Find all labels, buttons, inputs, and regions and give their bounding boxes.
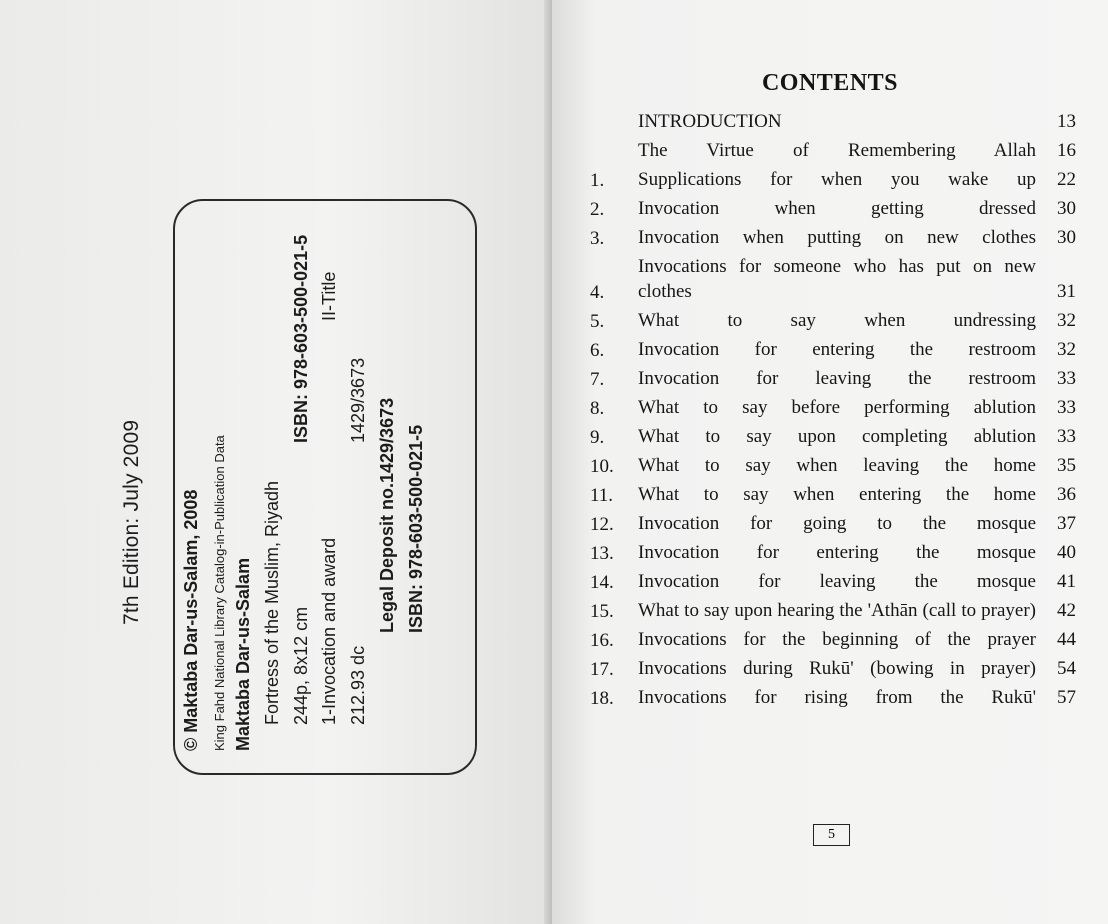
toc-entry bbox=[586, 138, 1076, 163]
toc-entry-page: 32 bbox=[1057, 339, 1076, 360]
toc-entry-number: 8. bbox=[590, 398, 605, 419]
toc-entry bbox=[586, 109, 1076, 134]
toc-entry-title: Invocation when getting dressed bbox=[638, 198, 1036, 219]
toc-entry-page: 37 bbox=[1057, 513, 1076, 534]
toc-entry-page: 16 bbox=[1057, 140, 1076, 161]
toc-entry-page: 32 bbox=[1057, 310, 1076, 331]
toc-entry-title: What to say upon hearing the 'Athān (call to prayer) bbox=[638, 600, 1036, 621]
toc-entry-title: Invocation for going to the mosque bbox=[638, 513, 1036, 534]
toc-entry-title: Invocation for entering the mosque bbox=[638, 542, 1036, 563]
toc-entry-title: Invocations during Rukū' (bowing in prayer) bbox=[638, 658, 1036, 679]
toc-entry bbox=[586, 395, 1076, 420]
toc-entry-page: 22 bbox=[1057, 169, 1076, 190]
toc-entry-number: 13. bbox=[590, 543, 614, 564]
page-number: 5 bbox=[813, 824, 850, 846]
imprint-box bbox=[173, 199, 477, 775]
subject-line: 1-Invocation and award bbox=[319, 537, 339, 725]
toc-entry-page: 42 bbox=[1057, 600, 1076, 621]
dimensions-line: 244p, 8x12 cm bbox=[291, 606, 311, 725]
copyright-block bbox=[110, 155, 480, 775]
toc-entry-number: 1. bbox=[590, 170, 605, 191]
toc-entry-title: Supplications for when you wake up bbox=[638, 169, 1036, 190]
toc-entry bbox=[586, 656, 1076, 681]
toc-entry-number: 3. bbox=[590, 228, 605, 249]
toc-entry-page: 41 bbox=[1057, 571, 1076, 592]
toc-entry-page: 33 bbox=[1057, 397, 1076, 418]
toc-entry-number: 4. bbox=[590, 282, 605, 303]
isbn-line: ISBN: 978-603-500-021-5 bbox=[291, 234, 311, 443]
toc-entry-page: 33 bbox=[1057, 368, 1076, 389]
library-catalog-line: King Fahd National Library Catalog-in-Publication Data bbox=[212, 435, 227, 751]
toc-entry bbox=[586, 511, 1076, 536]
dewey-line: 212.93 dc bbox=[348, 645, 368, 725]
toc-entry-page: 33 bbox=[1057, 426, 1076, 447]
toc-entry-number: 18. bbox=[590, 688, 614, 709]
toc-entry bbox=[586, 569, 1076, 594]
toc-entry-number: 9. bbox=[590, 427, 605, 448]
title-classification: II-Title bbox=[319, 271, 339, 321]
toc-entry-title: Invocation for leaving the mosque bbox=[638, 571, 1036, 592]
toc-entry-page: 36 bbox=[1057, 484, 1076, 505]
toc-entry bbox=[586, 540, 1076, 565]
toc-entry-title: What to say when undressing bbox=[638, 310, 1036, 331]
toc-entry-title: Invocations for someone who has put on new clothes bbox=[638, 256, 1036, 302]
toc-entry-title: INTRODUCTION bbox=[638, 111, 782, 132]
toc-entry-number: 5. bbox=[590, 311, 605, 332]
contents-title: CONTENTS bbox=[761, 70, 899, 96]
toc-entry-number: 7. bbox=[590, 369, 605, 390]
toc-entry-title: The Virtue of Remembering Allah bbox=[638, 140, 1036, 161]
toc-entry-title: Invocations for rising from the Rukū' bbox=[638, 687, 1036, 708]
copyright-line: © Maktaba Dar-us-Salam, 2008 bbox=[181, 489, 201, 751]
toc-entry bbox=[586, 254, 1076, 304]
contents-list bbox=[586, 109, 1076, 714]
book-title-line: Fortress of the Muslim, Riyadh bbox=[262, 480, 282, 725]
toc-entry bbox=[586, 225, 1076, 250]
toc-entry bbox=[586, 366, 1076, 391]
toc-entry bbox=[586, 627, 1076, 652]
left-page bbox=[0, 0, 552, 924]
edition-text: 7th Edition: July 2009 bbox=[120, 419, 143, 625]
toc-entry-page: 31 bbox=[1057, 281, 1076, 302]
deposit-code: 1429/3673 bbox=[348, 357, 368, 443]
toc-entry bbox=[586, 685, 1076, 710]
toc-entry-title: Invocation for leaving the restroom bbox=[638, 368, 1036, 389]
toc-entry bbox=[586, 196, 1076, 221]
toc-entry-page: 30 bbox=[1057, 198, 1076, 219]
toc-entry-title: What to say upon completing ablution bbox=[638, 426, 1036, 447]
toc-entry-number: 15. bbox=[590, 601, 614, 622]
toc-entry-title: Invocations for the beginning of the prayer bbox=[638, 629, 1036, 650]
toc-entry-page: 35 bbox=[1057, 455, 1076, 476]
toc-entry-page: 13 bbox=[1057, 111, 1076, 132]
toc-entry-number: 10. bbox=[590, 456, 614, 477]
isbn-bottom-line: ISBN: 978-603-500-021-5 bbox=[406, 424, 426, 633]
publisher-line: Maktaba Dar-us-Salam bbox=[233, 557, 253, 751]
toc-entry-number: 17. bbox=[590, 659, 614, 680]
toc-entry-number: 6. bbox=[590, 340, 605, 361]
toc-entry-number: 11. bbox=[590, 485, 614, 506]
toc-entry bbox=[586, 424, 1076, 449]
toc-entry-number: 12. bbox=[590, 514, 614, 535]
right-page bbox=[552, 0, 1108, 924]
toc-entry bbox=[586, 598, 1076, 623]
toc-entry-page: 40 bbox=[1057, 542, 1076, 563]
toc-entry-title: Invocation for entering the restroom bbox=[638, 339, 1036, 360]
toc-entry bbox=[586, 453, 1076, 478]
toc-entry bbox=[586, 167, 1076, 192]
toc-entry-page: 30 bbox=[1057, 227, 1076, 248]
toc-entry-page: 54 bbox=[1057, 658, 1076, 679]
toc-entry bbox=[586, 482, 1076, 507]
toc-entry-title: Invocation when putting on new clothes bbox=[638, 227, 1036, 248]
toc-entry-number: 2. bbox=[590, 199, 605, 220]
legal-deposit-line: Legal Deposit no.1429/3673 bbox=[377, 397, 397, 633]
toc-entry bbox=[586, 308, 1076, 333]
toc-entry-title: What to say when entering the home bbox=[638, 484, 1036, 505]
toc-entry-page: 44 bbox=[1057, 629, 1076, 650]
toc-entry-title: What to say when leaving the home bbox=[638, 455, 1036, 476]
toc-entry-number: 14. bbox=[590, 572, 614, 593]
toc-entry-page: 57 bbox=[1057, 687, 1076, 708]
toc-entry-title: What to say before performing ablution bbox=[638, 397, 1036, 418]
toc-entry-number: 16. bbox=[590, 630, 614, 651]
toc-entry bbox=[586, 337, 1076, 362]
